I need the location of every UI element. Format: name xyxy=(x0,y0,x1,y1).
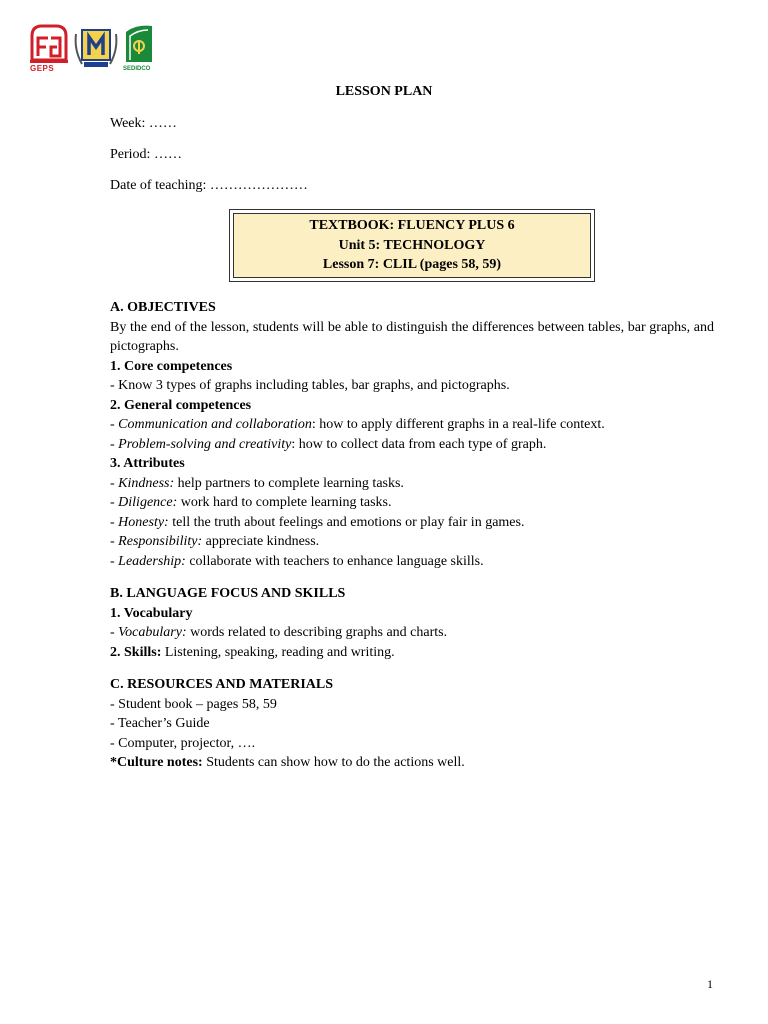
competence-text: : how to collect data from each type of graph. xyxy=(291,436,547,452)
date-of-teaching-field: Date of teaching: ………………… xyxy=(110,178,308,193)
objectives-intro: By the end of the lesson, students will be able to distinguish the differences between tables, bar graphs, and pictographs. xyxy=(110,319,714,354)
attribute-item xyxy=(110,474,714,494)
textbook-box-inner xyxy=(233,213,591,278)
attribute-label: Leadership: xyxy=(118,553,186,569)
attribute-text: tell the truth about feelings and emotions or play fair in games. xyxy=(168,514,525,530)
resource-item: - Student book – pages 58, 59 xyxy=(110,696,277,712)
list-dash: - xyxy=(110,417,119,432)
attribute-item xyxy=(110,513,714,533)
vocabulary-heading: 1. Vocabulary xyxy=(110,605,193,621)
geps-logo xyxy=(28,22,70,73)
competence-label: Problem-solving and creativity xyxy=(118,436,292,452)
competence-label: Communication and collaboration xyxy=(118,417,312,432)
list-dash: - xyxy=(110,436,119,452)
sedidco-logo xyxy=(122,22,158,72)
skills-text: Listening, speaking, reading and writing. xyxy=(161,644,395,660)
attribute-text: work hard to complete learning tasks. xyxy=(177,495,392,510)
attribute-text: appreciate kindness. xyxy=(202,534,320,549)
list-dash: - xyxy=(110,534,119,549)
vocabulary-label: Vocabulary: xyxy=(118,625,187,640)
culture-notes xyxy=(110,753,714,773)
vocabulary-item xyxy=(110,623,714,643)
skills-label: 2. Skills: xyxy=(110,644,162,660)
page-title: LESSON PLAN xyxy=(335,84,433,99)
attribute-label: Diligence: xyxy=(118,495,178,510)
week-field: Week: …… xyxy=(110,116,177,131)
core-competences-heading: 1. Core competences xyxy=(110,358,233,374)
textbook-box xyxy=(229,209,595,282)
list-dash: - xyxy=(110,514,119,530)
attribute-label: Kindness: xyxy=(118,475,175,491)
resource-item: - Computer, projector, …. xyxy=(110,735,256,751)
page-number: 1 xyxy=(707,977,713,991)
m-logo xyxy=(72,26,120,72)
header-logos xyxy=(28,22,160,76)
attribute-label: Honesty: xyxy=(118,514,169,530)
core-competences-item: - Know 3 types of graphs including tables, bar graphs, and pictographs. xyxy=(110,378,510,393)
attribute-item xyxy=(110,532,714,552)
list-dash: - xyxy=(110,495,119,510)
attribute-item xyxy=(110,493,714,513)
list-dash: - xyxy=(110,475,119,491)
sedidco-logo-text: SEDIDCO xyxy=(123,66,151,72)
attribute-text: help partners to complete learning tasks. xyxy=(174,475,404,491)
list-dash: - xyxy=(110,625,119,640)
textbook-title: TEXTBOOK: FLUENCY PLUS 6 xyxy=(309,218,515,234)
list-dash: - xyxy=(110,553,119,569)
objectives-heading: A. OBJECTIVES xyxy=(110,300,216,315)
attribute-text: collaborate with teachers to enhance language skills. xyxy=(185,553,484,569)
resources-heading: C. RESOURCES AND MATERIALS xyxy=(110,677,334,692)
geps-logo-text: GEPS xyxy=(30,64,55,73)
skills-item xyxy=(110,643,714,663)
general-competence-item xyxy=(110,435,714,455)
general-competences-heading: 2. General competences xyxy=(110,397,252,413)
lesson-content xyxy=(110,298,714,773)
culture-notes-text: Students can show how to do the actions well. xyxy=(202,755,465,770)
vocabulary-text: words related to describing graphs and charts. xyxy=(186,625,448,640)
resource-item: - Teacher’s Guide xyxy=(110,716,210,731)
period-field: Period: …… xyxy=(110,147,182,162)
attributes-heading: 3. Attributes xyxy=(110,456,185,471)
culture-notes-label: *Culture notes: xyxy=(110,755,203,770)
general-competence-item xyxy=(110,415,714,435)
lesson-title: Lesson 7: CLIL (pages 58, 59) xyxy=(322,257,502,273)
competence-text: : how to apply different graphs in a real-life context. xyxy=(311,417,605,432)
language-focus-heading: B. LANGUAGE FOCUS AND SKILLS xyxy=(110,586,346,601)
attribute-label: Responsibility: xyxy=(118,534,203,549)
attribute-item xyxy=(110,552,714,572)
unit-title: Unit 5: TECHNOLOGY xyxy=(338,237,486,253)
